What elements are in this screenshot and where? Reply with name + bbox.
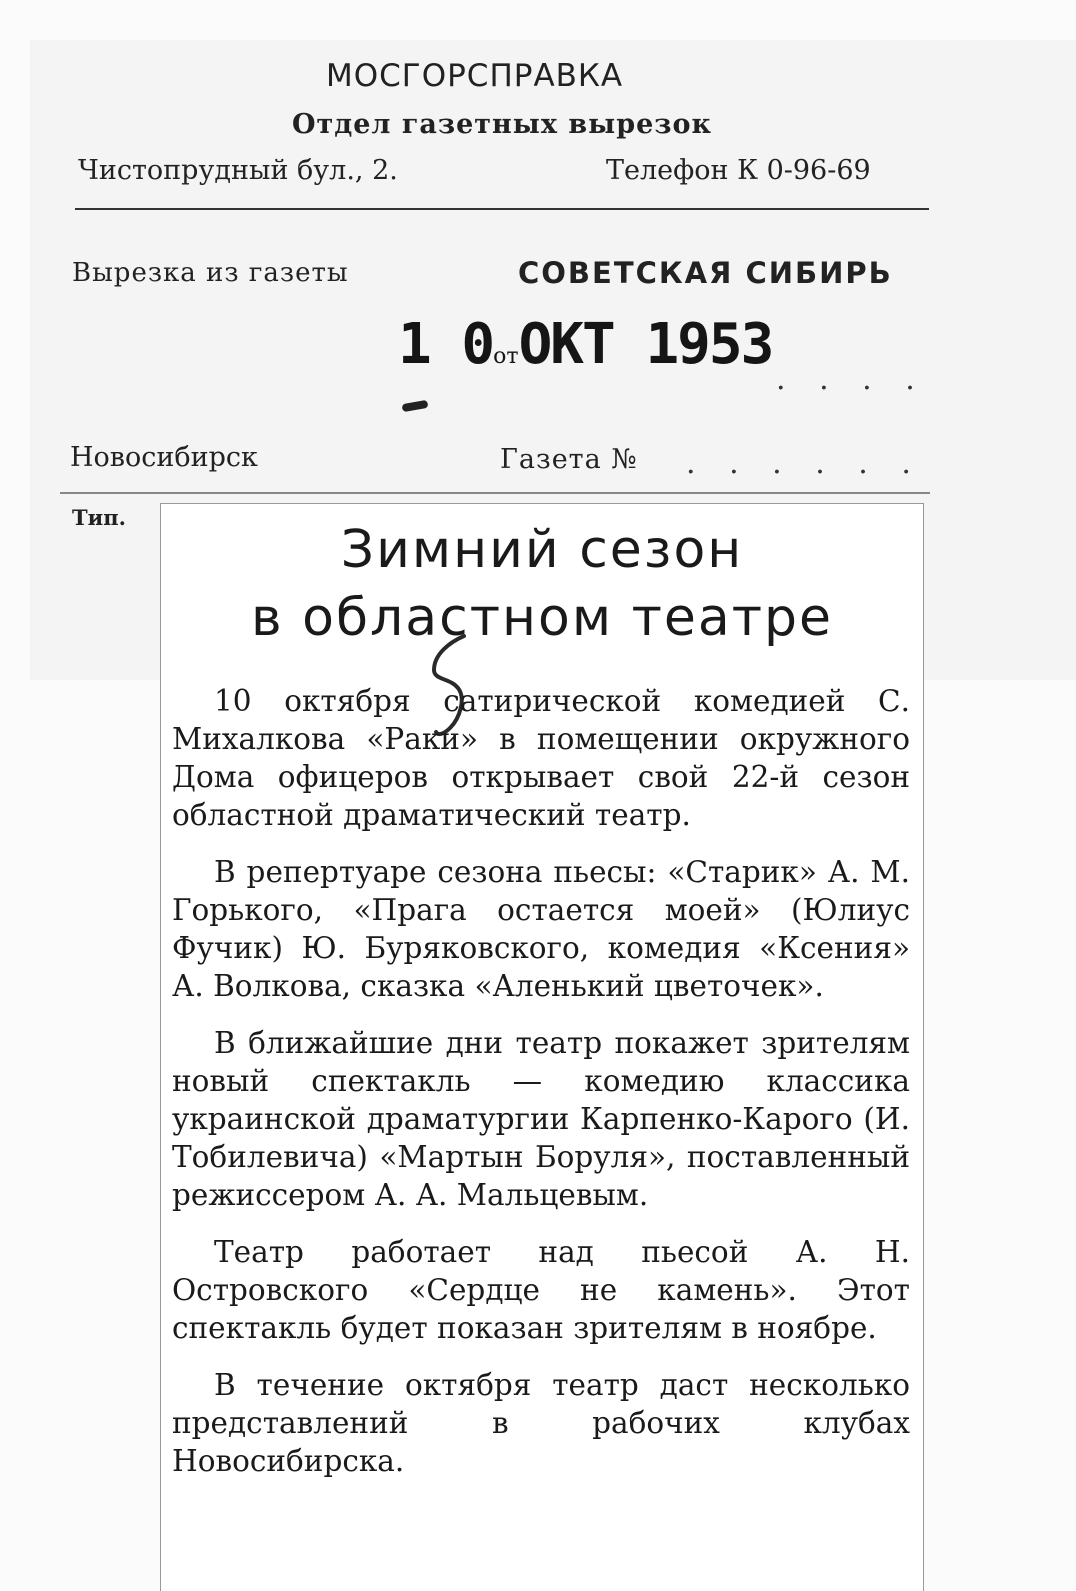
date-stamp-month-year: ОКТ 1953 — [518, 312, 773, 377]
newspaper-name: СОВЕТСКАЯ СИБИРЬ — [518, 256, 893, 290]
issue-fill-dots: . . . . . . — [686, 446, 923, 481]
bureau-address: Чистопрудный бул., 2. — [78, 155, 398, 186]
print-label: Тип. — [72, 505, 126, 530]
article-paragraph: Театр работает над пьесой А. Н. Островского «Сердце не камень». Этот спектакль будет показан зрителям в ноябре. — [172, 1235, 910, 1345]
article-headline — [161, 516, 923, 652]
header-divider — [75, 208, 929, 210]
clipping-label: Вырезка из газеты — [72, 258, 349, 288]
date-stamp-day: 1 0 — [398, 312, 494, 377]
date-fill-dots: . . . . — [776, 362, 927, 397]
article-paragraph: В течение октября театр даст несколько представлений в рабочих клубах Новосибирска. — [172, 1368, 910, 1478]
headline-line-2: в областном театре — [250, 588, 834, 648]
date-stamp — [398, 312, 772, 377]
date-stamp-ot: от — [493, 344, 519, 369]
article-paragraph: В репертуаре сезона пьесы: «Старик» А. М. Горького, «Прага остается моей» (Юлиус Фучик) Ю. Буряковского, комедия «Ксения» А. Волкова, сказка «Аленький цветочек». — [172, 855, 910, 1003]
article-paragraph: В ближайшие дни театр покажет зрителям новый спектакль — комедию классика украинской драматургии Карпенко-Карого (И. Тобилевича) «Мартын Боруля», поставленный режиссером А. А. Мальцевым. — [172, 1026, 910, 1212]
issue-number-label: Газета № — [500, 444, 638, 475]
bureau-phone: Телефон К 0-96-69 — [606, 155, 871, 186]
headline-line-1: Зимний сезон — [340, 520, 744, 580]
city-name: Новосибирск — [70, 442, 258, 473]
article-paragraph: 10 октября сатирической комедией С. Михалкова «Раки» в помещении окружного Дома офицеров открывает свой 22-й сезон областной драматический театр. — [172, 684, 910, 832]
department-title: Отдел газетных вырезок — [292, 109, 712, 140]
article-body — [172, 682, 910, 1499]
form-bottom-divider — [60, 492, 930, 494]
bureau-title: МОСГОРСПРАВКА — [326, 58, 624, 94]
